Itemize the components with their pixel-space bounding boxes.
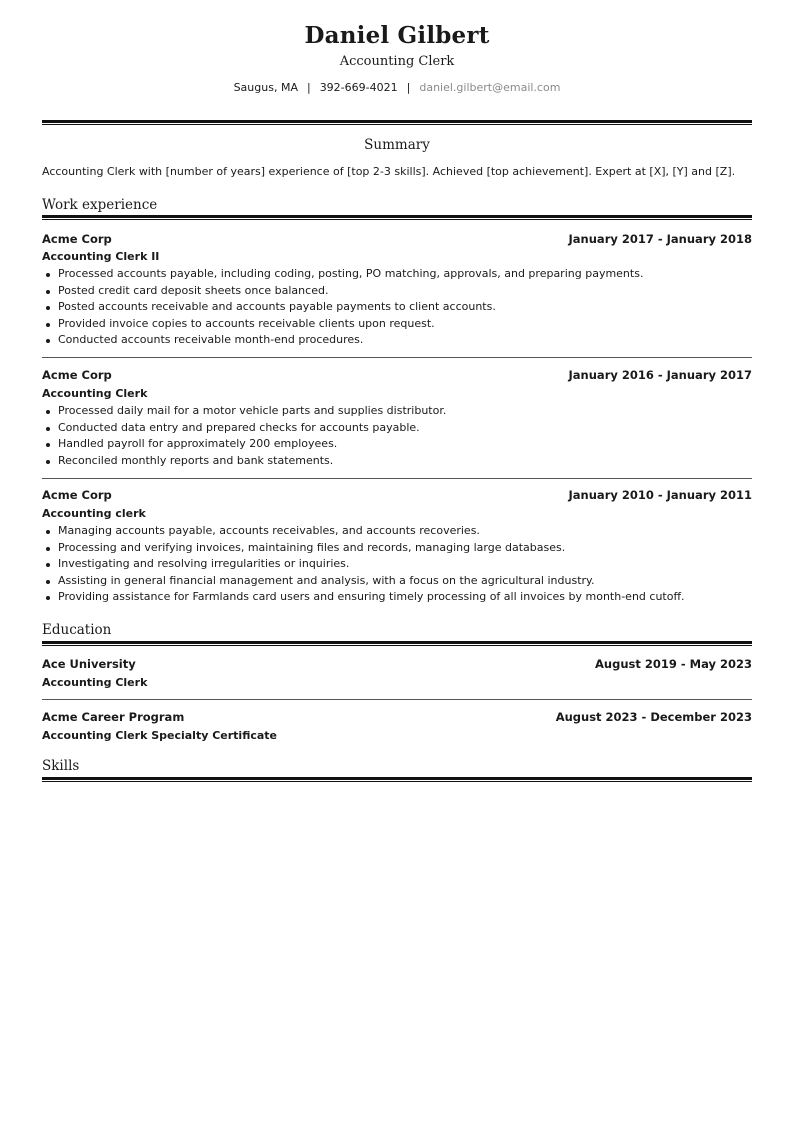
company-name: Acme Corp	[42, 232, 112, 246]
school-name: Acme Career Program	[42, 710, 185, 724]
list-item: Providing assistance for Farmlands card users and ensuring timely processing of all invoices by month-end cutoff.	[42, 589, 752, 606]
job-dates: January 2016 - January 2017	[568, 368, 752, 382]
header-divider	[42, 120, 752, 125]
degree: Accounting Clerk Specialty Certificate	[42, 729, 278, 742]
job-bullets	[42, 403, 752, 469]
job-bullets	[42, 523, 752, 606]
candidate-headline: Accounting Clerk	[339, 54, 455, 69]
education-title: Education	[42, 622, 112, 638]
job-title: Accounting Clerk II	[42, 250, 160, 263]
list-item: Posted credit card deposit sheets once balanced.	[42, 283, 752, 300]
list-item: Processing and verifying invoices, maintaining files and records, managing large databases.	[42, 540, 752, 557]
email-link[interactable]: daniel.gilbert@email.com	[419, 81, 561, 94]
location: Saugus, MA	[233, 81, 298, 94]
education-dates: August 2023 - December 2023	[555, 710, 752, 724]
education-entry-divider	[42, 699, 752, 700]
degree: Accounting Clerk	[42, 676, 148, 689]
list-item: Processed accounts payable, including coding, posting, PO matching, approvals, and preparing payments.	[42, 266, 752, 283]
skills-divider	[42, 777, 752, 782]
list-item: Conducted accounts receivable month-end procedures.	[42, 332, 752, 349]
list-item: Processed daily mail for a motor vehicle parts and supplies distributor.	[42, 403, 752, 420]
list-item: Investigating and resolving irregularities or inquiries.	[42, 556, 752, 573]
summary-text: Accounting Clerk with [number of years] experience of [top 2-3 skills]. Achieved [top achievement]. Expert at [X], [Y] and [Z].	[42, 165, 736, 178]
company-name: Acme Corp	[42, 368, 112, 382]
contact-separator: |	[406, 81, 411, 94]
list-item: Managing accounts payable, accounts receivables, and accounts recoveries.	[42, 523, 752, 540]
job-divider	[42, 478, 752, 479]
job-title: Accounting Clerk	[42, 387, 148, 400]
company-name: Acme Corp	[42, 488, 112, 502]
phone: 392-669-4021	[319, 81, 398, 94]
job-dates: January 2017 - January 2018	[568, 232, 752, 246]
list-item: Reconciled monthly reports and bank statements.	[42, 453, 752, 470]
contact-separator: |	[306, 81, 311, 94]
education-header	[42, 710, 752, 726]
summary-title: Summary	[364, 137, 430, 153]
list-item: Provided invoice copies to accounts receivable clients upon request.	[42, 316, 752, 333]
contact-line	[42, 81, 752, 94]
list-item: Assisting in general financial management and analysis, with a focus on the agricultural industry.	[42, 573, 752, 590]
job-dates: January 2010 - January 2011	[568, 488, 752, 502]
job-header	[42, 368, 752, 384]
candidate-name: Daniel Gilbert	[304, 22, 490, 49]
job-title: Accounting clerk	[42, 507, 146, 520]
work-experience-title: Work experience	[42, 197, 158, 213]
job-header	[42, 488, 752, 504]
job-bullets	[42, 266, 752, 349]
list-item: Conducted data entry and prepared checks for accounts payable.	[42, 420, 752, 437]
skills-title: Skills	[42, 758, 80, 774]
job-divider	[42, 357, 752, 358]
education-header	[42, 657, 752, 673]
education-divider	[42, 641, 752, 646]
job-header	[42, 232, 752, 248]
work-experience-divider	[42, 215, 752, 220]
education-dates: August 2019 - May 2023	[595, 657, 752, 671]
list-item: Posted accounts receivable and accounts payable payments to client accounts.	[42, 299, 752, 316]
school-name: Ace University	[42, 657, 136, 671]
list-item: Handled payroll for approximately 200 employees.	[42, 436, 752, 453]
